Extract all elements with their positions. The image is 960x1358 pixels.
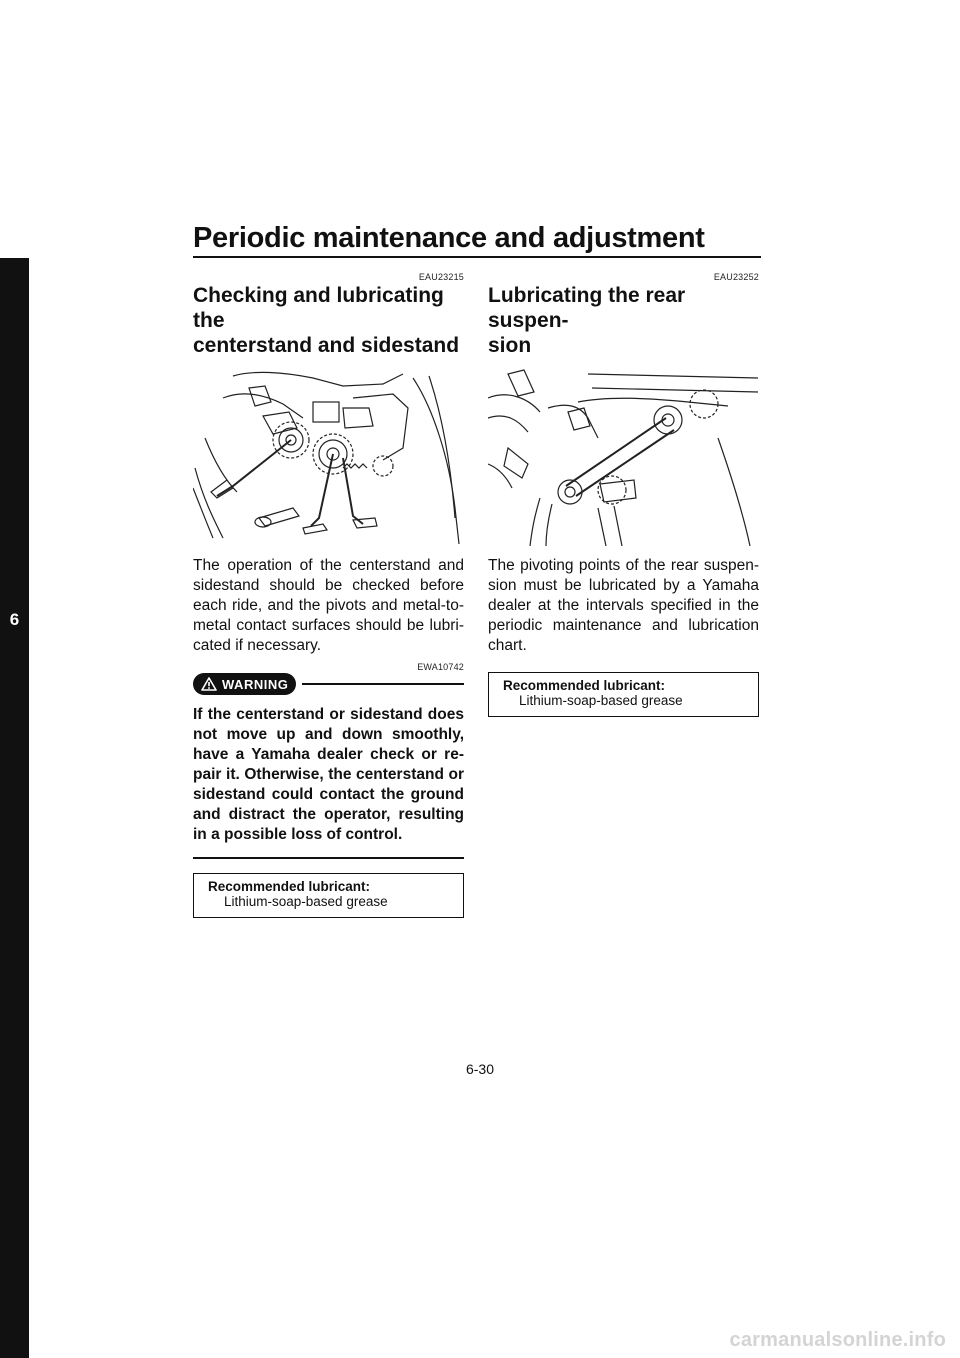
warning-bottom-rule: [193, 857, 464, 859]
warning-code: EWA10742: [417, 662, 464, 672]
rear-suspension-illustration: [488, 368, 759, 546]
header-rule: [193, 256, 761, 258]
warning-header: [193, 673, 464, 695]
section-code: EAU23252: [713, 272, 759, 282]
section-code: EAU23215: [418, 272, 464, 282]
chapter-number: 6: [9, 610, 20, 629]
right-column: [488, 272, 759, 717]
section-body-text: The pivoting points of the rear suspen-sion must be lubricated by a Yamaha dealer at the intervals specified in the periodic maintenance and lubrication chart.: [488, 557, 759, 654]
page-header-title: Periodic maintenance and adjustment: [193, 222, 705, 254]
section-title-centerstand: [193, 283, 464, 358]
section-title-line: Checking and lubricating the: [193, 284, 444, 332]
lubricant-value: Lithium-soap-based grease: [519, 693, 683, 708]
section-body-text: The operation of the centerstand and sidestand should be checked before each ride, and the pivots and metal-to-metal contact surfaces should be lubri-cated if necessary.: [193, 557, 464, 654]
left-column: [193, 272, 464, 918]
warning-label: WARNING: [222, 676, 289, 692]
watermark: carmanualsonline.info: [729, 1329, 946, 1351]
recommended-lubricant-box: [488, 672, 759, 717]
warning-text: If the centerstand or sidestand does not move up and down smoothly, have a Yamaha dealer check or re-pair it. Otherwise, the centerstand or sidestand could contact the ground and distract the operator, resulting in a possible loss of control.: [193, 706, 464, 843]
lubricant-label: Recommended lubricant:: [208, 879, 371, 894]
chapter-tab: [0, 258, 29, 1358]
warning-badge: [193, 673, 296, 695]
section-title-line: centerstand and sidestand: [193, 334, 460, 357]
section-title-line: Lubricating the rear suspen-: [488, 284, 686, 332]
section-title-line: sion: [488, 334, 532, 357]
warning-triangle-icon: [201, 677, 217, 691]
section-title-rear-suspension: [488, 283, 759, 358]
warning-rule: [302, 683, 464, 685]
page-number: 6-30: [465, 1061, 495, 1077]
recommended-lubricant-box: [193, 873, 464, 918]
lubricant-value: Lithium-soap-based grease: [224, 894, 388, 909]
centerstand-sidestand-illustration: [193, 368, 464, 546]
lubricant-label: Recommended lubricant:: [503, 678, 666, 693]
